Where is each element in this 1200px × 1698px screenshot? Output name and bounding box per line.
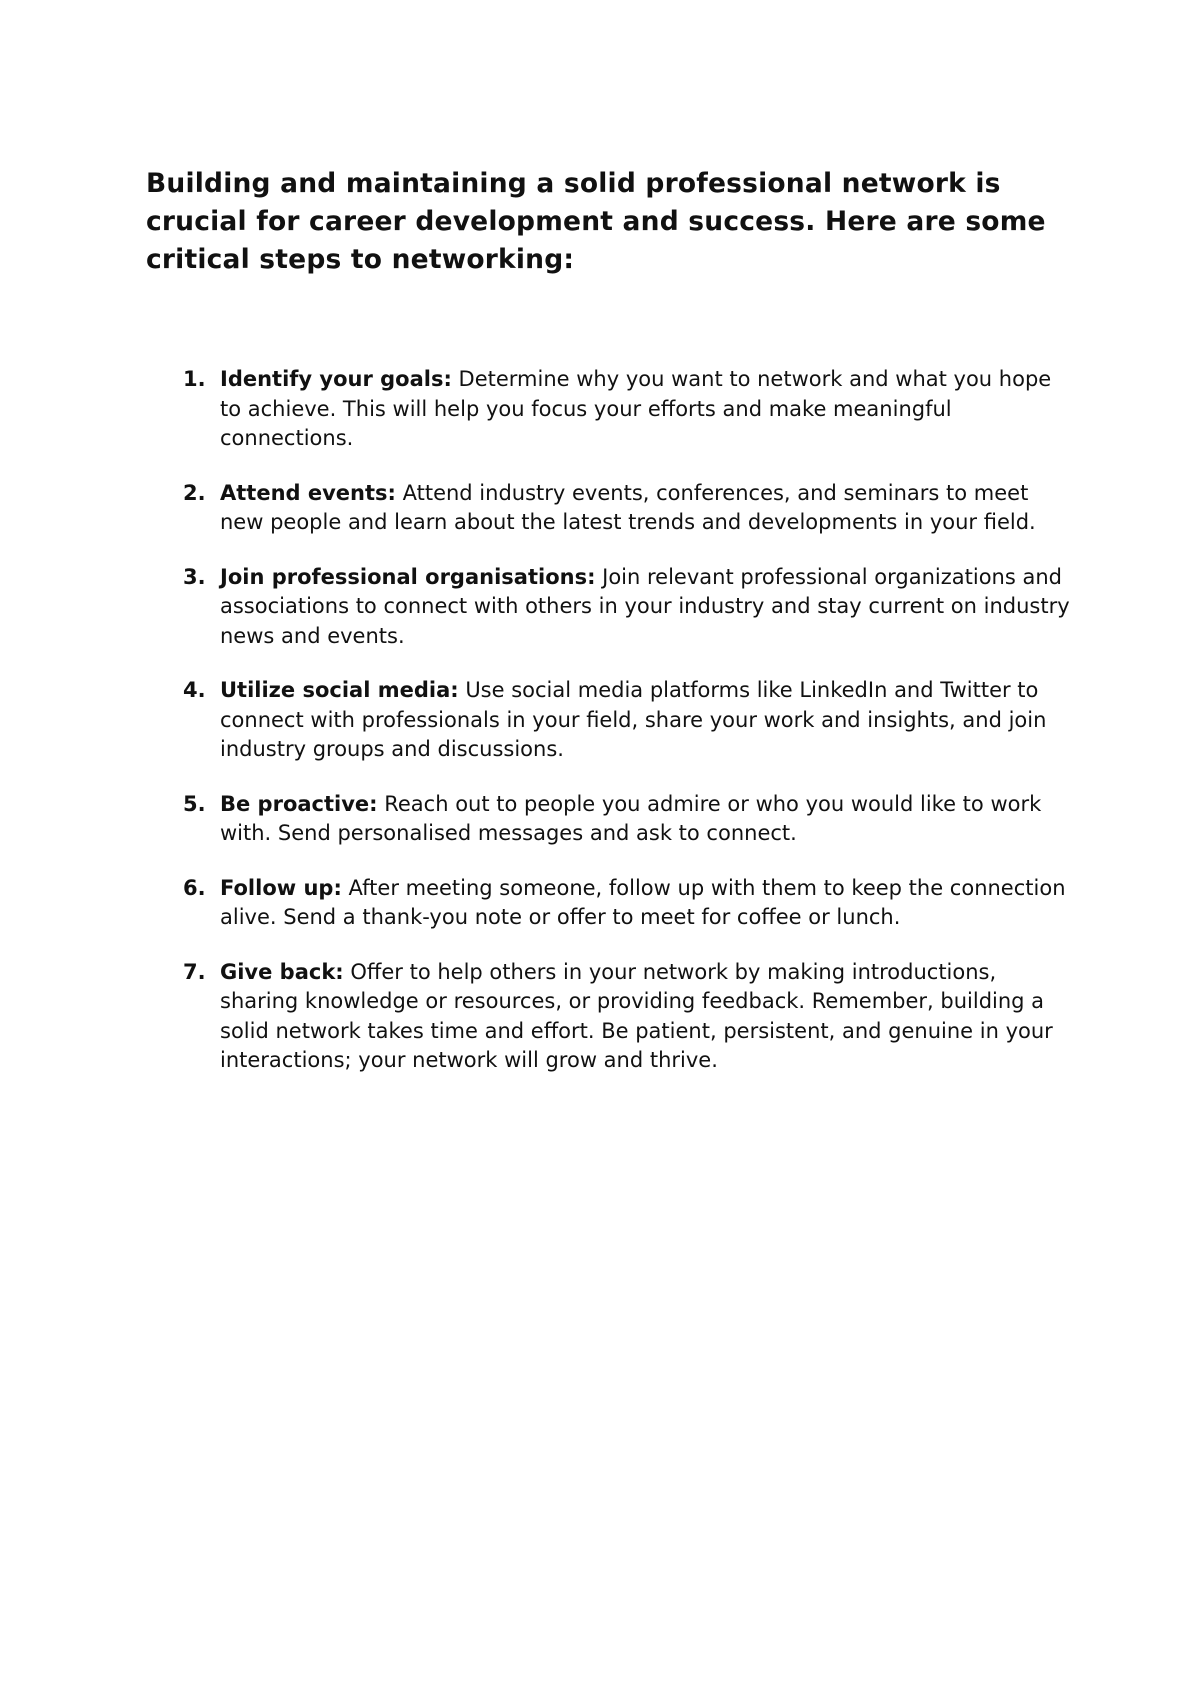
- list-item: [146, 563, 1076, 652]
- step-title: Be proactive:: [220, 791, 378, 816]
- step-number: 5.: [183, 791, 206, 816]
- list-item: [146, 874, 1076, 933]
- step-title: Identify your goals:: [220, 367, 452, 391]
- step-number: 1.: [183, 367, 206, 391]
- list-item: [146, 365, 1076, 454]
- step-number: 4.: [183, 678, 206, 702]
- step-title: Give back:: [220, 959, 344, 984]
- step-title: Join professional organisations:: [220, 564, 596, 589]
- list-item: [146, 958, 1076, 1076]
- step-title: Attend events:: [220, 480, 396, 505]
- step-text: Attend industry events, conferences, and seminars to meet new people and learn about the latest trends and developments in your field.: [220, 480, 1036, 534]
- steps-list: [146, 365, 1076, 1101]
- step-text: Join relevant professional organizations and associations to connect with others in your industry and stay current on industry news and events.: [220, 564, 1070, 648]
- step-text: Determine why you want to network and what you hope to achieve. This will help you focus your efforts and make meaningful connections.: [220, 367, 1052, 450]
- step-number: 3.: [183, 564, 206, 589]
- list-item: [146, 790, 1076, 849]
- step-number: 6.: [183, 875, 206, 900]
- step-text: After meeting someone, follow up with them to keep the connection alive. Send a thank-you note or offer to meet for coffee or lunch.: [220, 875, 1066, 929]
- step-number: 7.: [183, 959, 206, 984]
- step-text: Use social media platforms like LinkedIn and Twitter to connect with professionals in your field, share your work and insights, and join industry groups and discussions.: [220, 678, 1047, 761]
- list-item: [146, 479, 1076, 538]
- intro-heading: Building and maintaining a solid professional network is crucial for career development and success. Here are some critical steps to networking:: [146, 168, 1046, 275]
- step-text: Reach out to people you admire or who you would like to work with. Send personalised messages and ask to connect.: [220, 791, 1042, 845]
- step-number: 2.: [183, 480, 206, 505]
- step-text: Offer to help others in your network by making introductions, sharing knowledge or resources, or providing feedback. Remember, building a solid network takes time and effort. Be patient, persistent, and genuine in your interactions; your network will grow and thrive.: [220, 959, 1053, 1072]
- step-title: Utilize social media:: [220, 678, 459, 702]
- step-title: Follow up:: [220, 875, 342, 900]
- list-item: [146, 676, 1076, 765]
